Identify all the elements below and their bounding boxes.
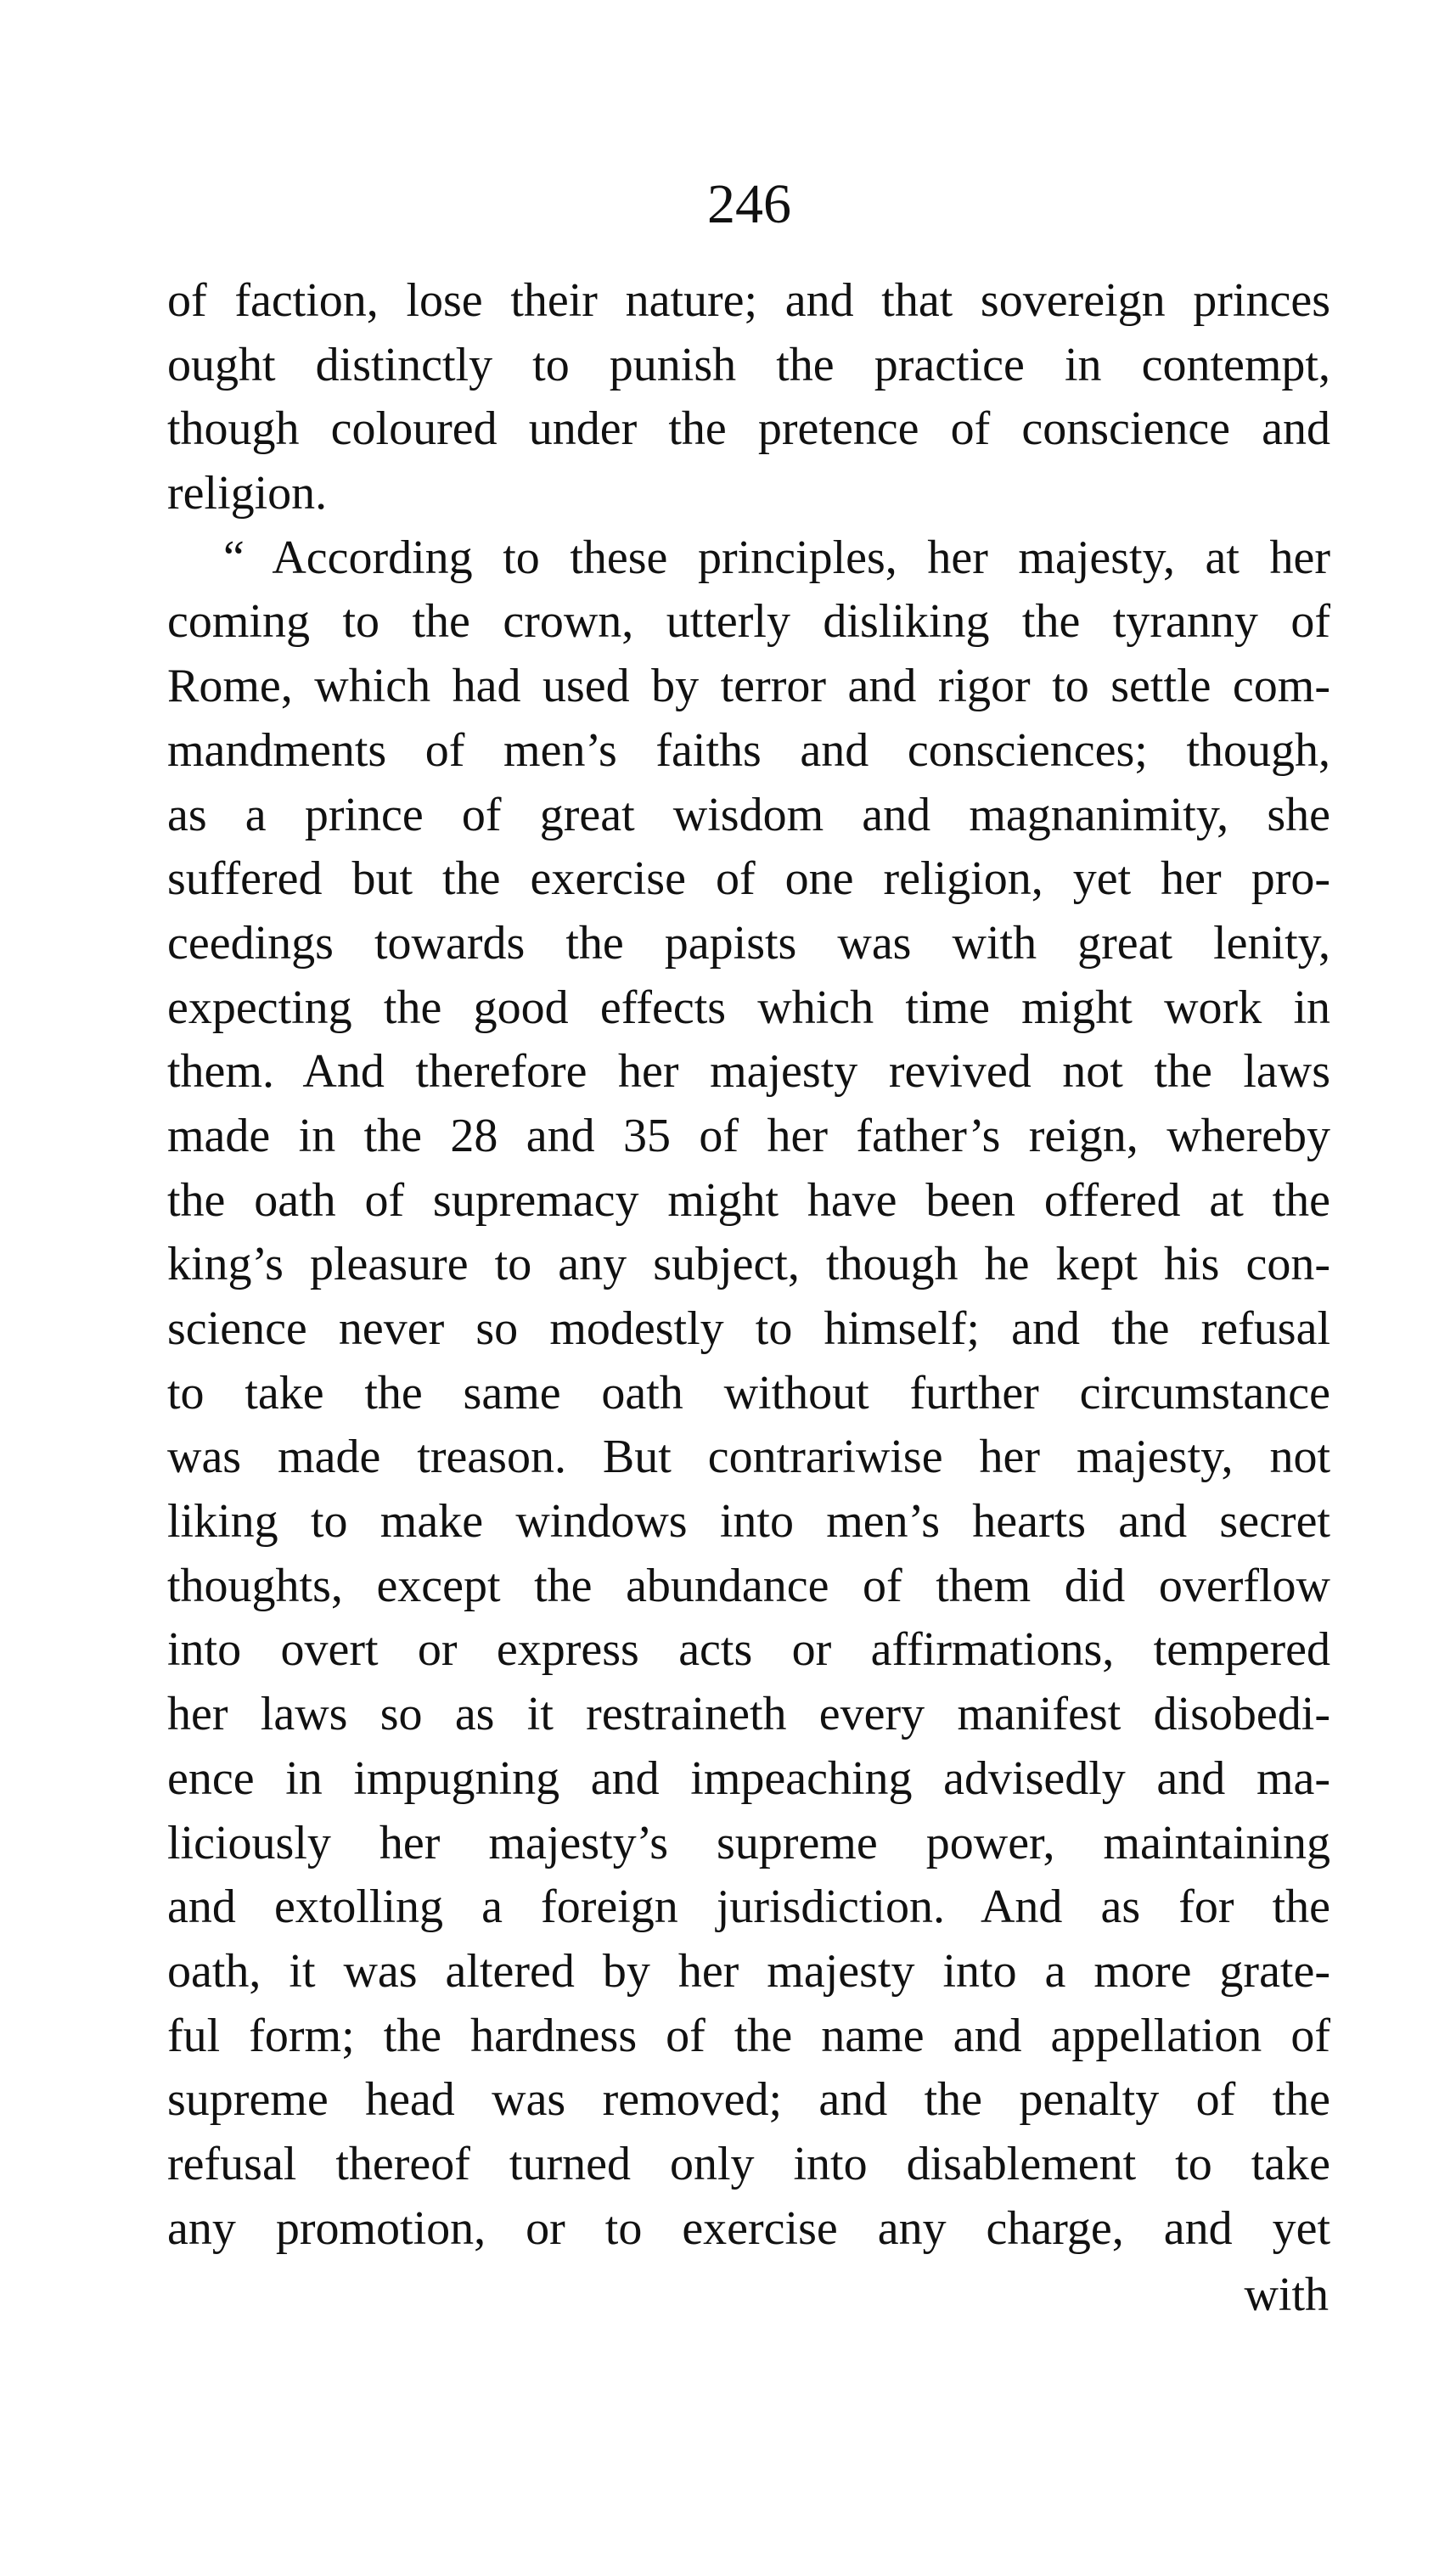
text-line: ought distinctly to punish the practice in contempt, [167,338,1330,391]
text-line: her laws so as it restraineth every manifest disobedi- [167,1688,1330,1741]
text-line: supreme head was removed; and the penalty of the [167,2073,1330,2127]
text-line: was made treason. But contrariwise her majesty, not [167,1431,1330,1484]
text-line: though coloured under the pretence of conscience and [167,402,1330,456]
text-line: and extolling a foreign jurisdiction. And as for the [167,1881,1330,1934]
text-line: made in the 28 and 35 of her father’s reign, whereby [167,1109,1330,1162]
text-line: Rome, which had used by terror and rigor to settle com- [167,660,1330,713]
text-line: thoughts, except the abundance of them did overflow [167,1559,1330,1612]
text-line: oath, it was altered by her majesty into a more grate- [167,1944,1330,1998]
text-line: coming to the crown, utterly disliking the tyranny of [167,595,1330,649]
text-line: the oath of supremacy might have been offered at the [167,1173,1330,1227]
body-text [167,269,1330,2261]
text-line: king’s pleasure to any subject, though he kept his con- [167,1238,1330,1291]
text-line: ful form; the hardness of the name and appellation of [167,2009,1330,2062]
page-number: 246 [707,173,791,235]
text-line: suffered but the exercise of one religion, yet her pro- [167,852,1330,906]
text-line: expecting the good effects which time might work in [167,981,1330,1034]
text-line: liciously her majesty’s supreme power, maintaining [167,1816,1330,1869]
text-line: refusal thereof turned only into disablement to take [167,2137,1330,2190]
text-line: science never so modestly to himself; and the refusal [167,1302,1330,1355]
text-line: liking to make windows into men’s hearts and secret [167,1495,1330,1549]
text-line: of faction, lose their nature; and that sovereign princes [167,274,1330,327]
text-line: to take the same oath without further circumstance [167,1366,1330,1420]
text-line: ence in impugning and impeaching advisedly and ma- [167,1751,1330,1805]
text-line: religion. [167,467,328,520]
text-line: them. And therefore her majesty revived not the laws [167,1045,1330,1099]
text-line: into overt or express acts or affirmations, tempered [167,1623,1330,1677]
text-line: “ According to these principles, her majesty, at her [223,531,1330,584]
catchword: with [1244,2268,1329,2321]
text-line: mandments of men’s faiths and consciences; though, [167,723,1330,777]
text-line: ceedings towards the papists was with great lenity, [167,916,1330,970]
text-line: as a prince of great wisdom and magnanimity, she [167,788,1330,841]
text-line: any promotion, or to exercise any charge, and yet [167,2201,1330,2255]
